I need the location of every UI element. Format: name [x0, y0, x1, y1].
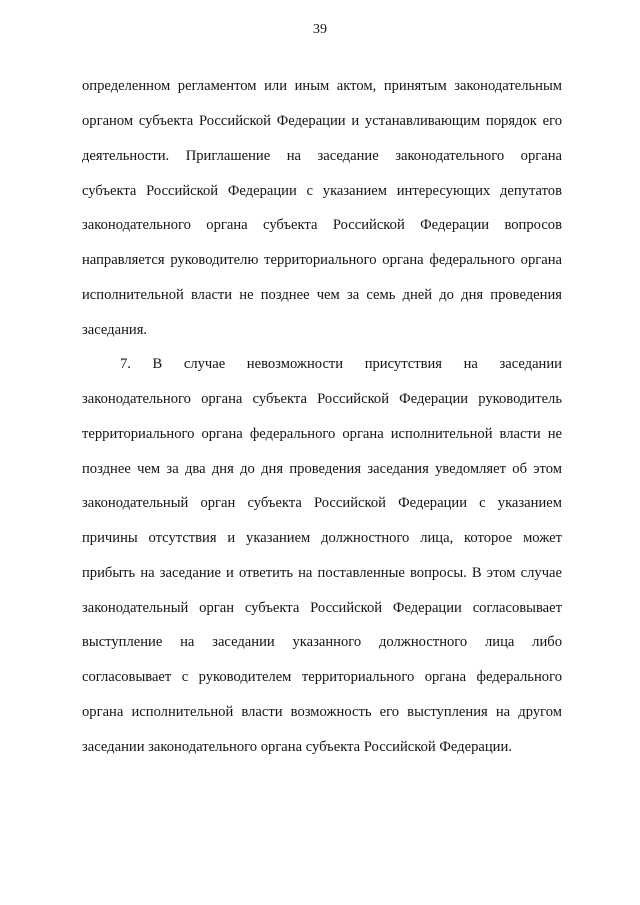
body-line: законодательный орган субъекта Российской Федерации согласовывает [82, 600, 562, 616]
body-line: деятельности. Приглашение на заседание законодательного органа [82, 148, 562, 164]
body-line: прибыть на заседание и ответить на поставленные вопросы. В этом случае [82, 565, 562, 581]
body-line: органом субъекта Российской Федерации и устанавливающим порядок его [82, 113, 562, 129]
body-line: причины отсутствия и указанием должностного лица, которое может [82, 530, 562, 546]
body-line: определенном регламентом или иным актом, принятым законодательным [82, 78, 562, 94]
body-line: законодательного органа субъекта Российской Федерации вопросов [82, 217, 562, 233]
body-line: позднее чем за два дня до дня проведения заседания уведомляет об этом [82, 461, 562, 477]
body-line: согласовывает с руководителем территориального органа федерального [82, 669, 562, 685]
body-line: органа исполнительной власти возможность его выступления на другом [82, 704, 562, 720]
body-line: исполнительной власти не позднее чем за семь дней до дня проведения [82, 287, 562, 303]
body-line-paragraph-end: заседании законодательного органа субъекта Российской Федерации. [82, 739, 512, 755]
body-line: субъекта Российской Федерации с указанием интересующих депутатов [82, 183, 562, 199]
body-line: направляется руководителю территориального органа федерального органа [82, 252, 562, 268]
body-line: выступление на заседании указанного должностного лица либо [82, 634, 562, 650]
body-line: законодательный орган субъекта Российской Федерации с указанием [82, 495, 562, 511]
body-line-paragraph-end: заседания. [82, 322, 148, 338]
body-line-paragraph-start: 7. В случае невозможности присутствия на заседании [120, 356, 562, 372]
body-line: территориального органа федерального органа исполнительной власти не [82, 426, 562, 442]
page-number: 39 [313, 22, 327, 37]
body-line: законодательного органа субъекта Российской Федерации руководитель [82, 391, 562, 407]
